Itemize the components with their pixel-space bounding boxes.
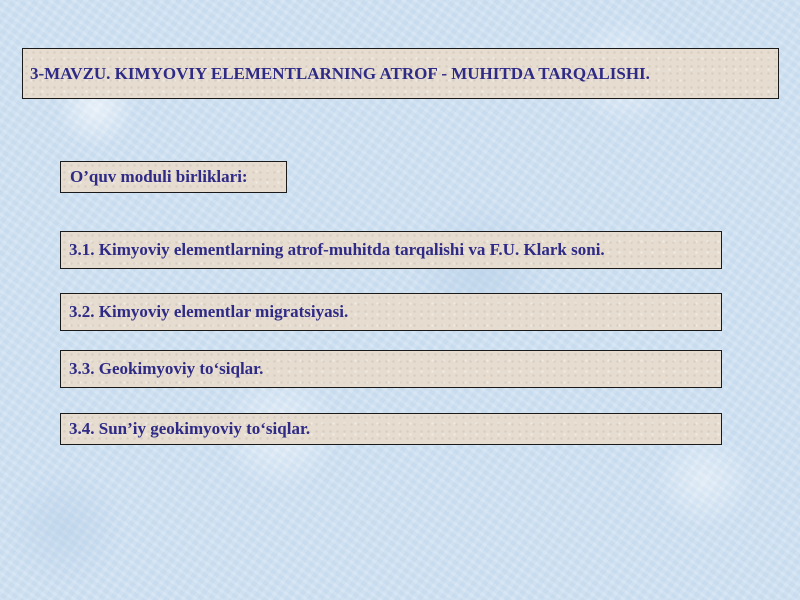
topic-label: 3.4. Sun’iy geokimyoviy to‘siqlar. [69,419,311,438]
topic-item-3-3 [60,350,722,388]
module-units-heading-box [60,161,287,193]
topic-item-3-4 [60,413,722,445]
slide-title: 3-MAVZU. KIMYOVIY ELEMENTLARNING ATROF - MUHITDA TARQALISHI. [30,63,650,83]
topic-item-3-1 [60,231,722,269]
topic-label: 3.2. Kimyoviy elementlar migratsiyasi. [69,302,349,321]
topic-label: 3.1. Kimyoviy elementlarning atrof-muhitda tarqalishi va F.U. Klark soni. [69,240,605,259]
slide-title-box [22,48,779,99]
topic-item-3-2 [60,293,722,331]
topic-label: 3.3. Geokimyoviy to‘siqlar. [69,359,264,378]
module-units-heading: O’quv moduli birliklari: [70,167,248,186]
